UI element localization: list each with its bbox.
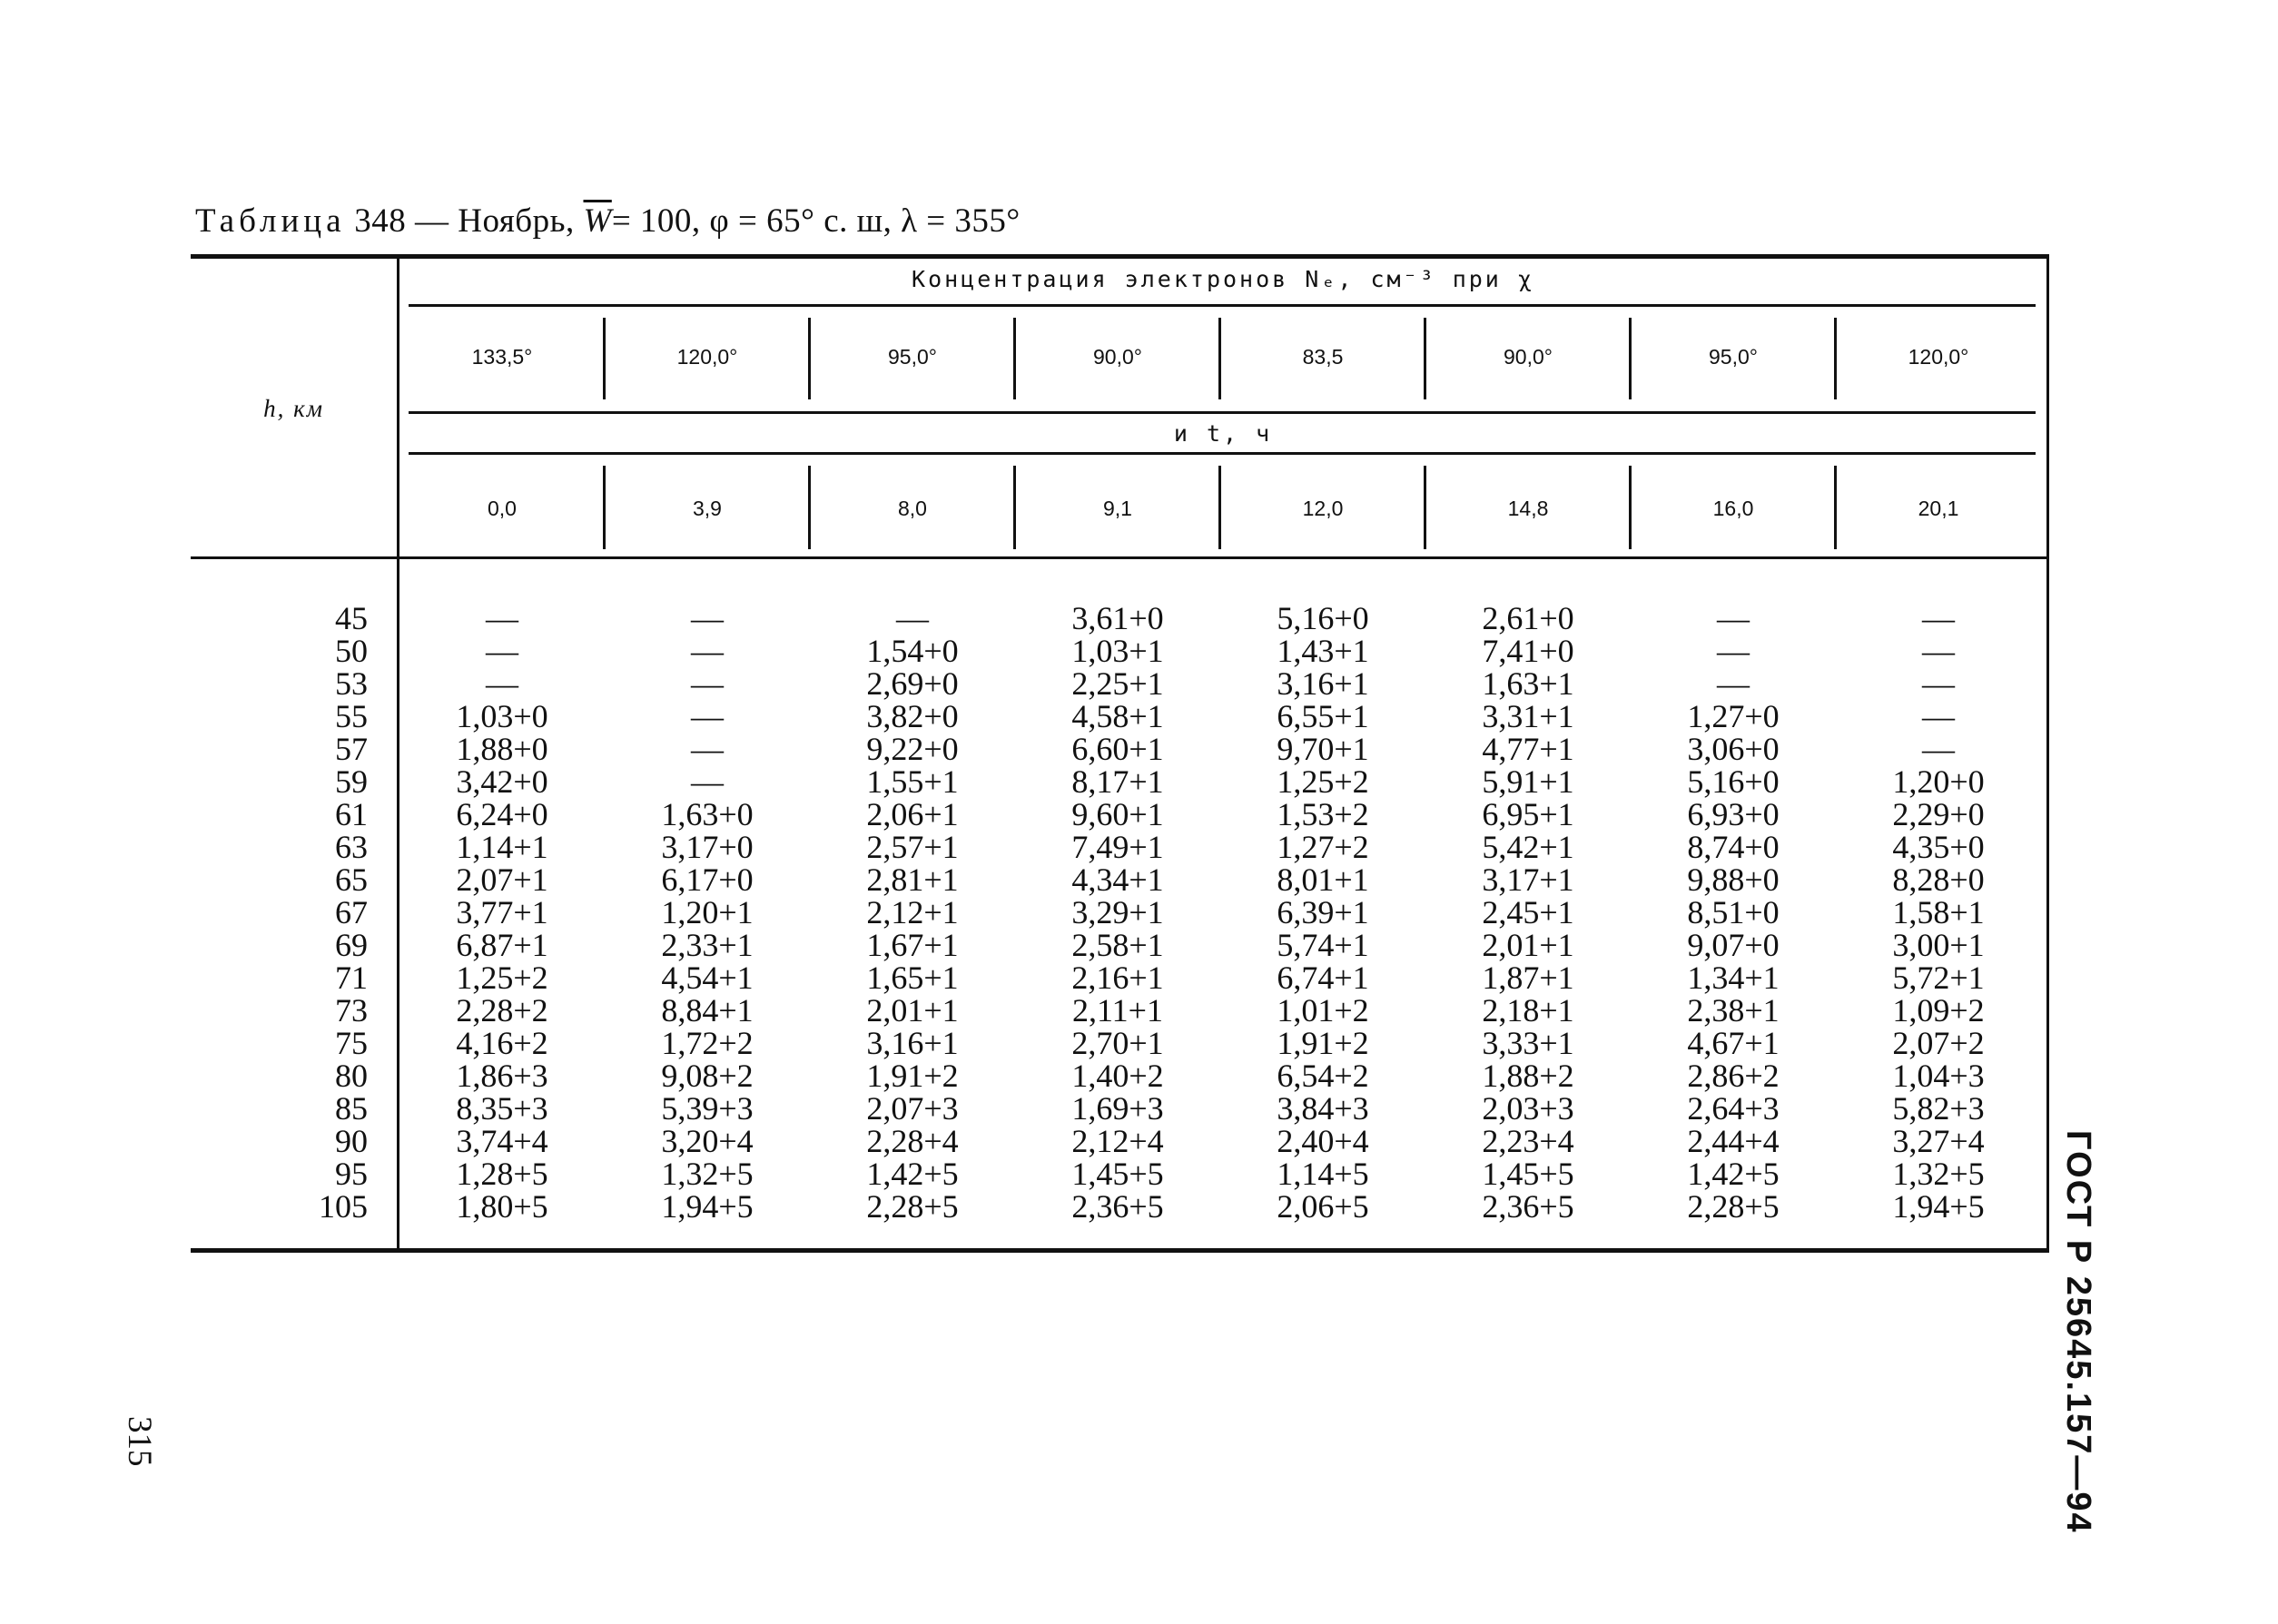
column-separator — [1629, 318, 1632, 399]
height-cell: 80 — [335, 1058, 368, 1094]
column-separator — [808, 318, 811, 399]
time-value: 14,8 — [1507, 497, 1549, 520]
table-cell: 6,54+2 — [1277, 1058, 1369, 1094]
table-cell: — — [486, 600, 518, 636]
table-cell: 4,54+1 — [661, 960, 754, 996]
table-cell: 1,91+2 — [1277, 1025, 1369, 1061]
table-cell: 1,45+5 — [1071, 1156, 1164, 1192]
table-cell: 8,74+0 — [1687, 829, 1780, 865]
value-column — [1631, 602, 1836, 1223]
table-cell: 1,32+5 — [661, 1156, 754, 1192]
height-cell: 53 — [335, 665, 368, 702]
page-number: 315 — [121, 1416, 158, 1467]
table-cell: 1,40+2 — [1071, 1058, 1164, 1094]
header-rule-2 — [409, 411, 2036, 414]
table-cell: 1,03+1 — [1071, 633, 1164, 669]
table-cell: 4,16+2 — [456, 1025, 548, 1061]
height-cell: 65 — [335, 861, 368, 898]
table-cell: 2,61+0 — [1482, 600, 1574, 636]
value-column — [1425, 602, 1631, 1223]
table-cell: — — [1717, 665, 1750, 702]
height-cell: 75 — [335, 1025, 368, 1061]
table-cell: 5,74+1 — [1277, 927, 1369, 963]
table-cell: 5,42+1 — [1482, 829, 1574, 865]
time-value: 12,0 — [1302, 497, 1344, 520]
table-cell: 3,00+1 — [1892, 927, 1985, 963]
table-cell: 9,88+0 — [1687, 861, 1780, 898]
table-cell: 3,29+1 — [1071, 894, 1164, 930]
value-column — [1220, 602, 1425, 1223]
table-cell: 2,23+4 — [1482, 1123, 1574, 1159]
table-cell: 1,27+2 — [1277, 829, 1369, 865]
side-stamp: ГОСТ Р 25645.157—94 — [2059, 1130, 2097, 1534]
table-cell: — — [1717, 633, 1750, 669]
table-cell: 8,51+0 — [1687, 894, 1780, 930]
table-cell: 1,20+0 — [1892, 763, 1985, 800]
table-cell: 8,84+1 — [661, 992, 754, 1029]
height-cell: 50 — [335, 633, 368, 669]
table-cell: 1,34+1 — [1687, 960, 1780, 996]
table-cell: — — [691, 698, 724, 734]
table-cell: 3,33+1 — [1482, 1025, 1574, 1061]
value-column — [605, 602, 810, 1223]
column-separator — [1629, 466, 1632, 549]
table-cell: 8,28+0 — [1892, 861, 1985, 898]
table-cell: 2,01+1 — [866, 992, 959, 1029]
table-cell: 8,01+1 — [1277, 861, 1369, 898]
column-separator — [1834, 318, 1837, 399]
table-cell: 5,39+3 — [661, 1090, 754, 1127]
table-cell: 2,03+3 — [1482, 1090, 1574, 1127]
table-cell: — — [1922, 665, 1955, 702]
table-cell: 6,95+1 — [1482, 796, 1574, 832]
chi-header: Концентрация электронов Nₑ, см⁻³ при χ — [912, 266, 1534, 292]
column-separator — [603, 466, 606, 549]
table-cell: 6,17+0 — [661, 861, 754, 898]
data-table — [191, 254, 2049, 1253]
table-cell: — — [896, 600, 929, 636]
table-cell: 2,06+1 — [866, 796, 959, 832]
table-cell: 2,06+5 — [1277, 1188, 1369, 1225]
table-cell: 5,82+3 — [1892, 1090, 1985, 1127]
caption-number: 348 — [354, 202, 407, 240]
table-cell: 1,25+2 — [456, 960, 548, 996]
height-cell: 57 — [335, 731, 368, 767]
table-cell: 7,49+1 — [1071, 829, 1164, 865]
t-header: и t, ч — [1173, 420, 1273, 447]
height-cell: 55 — [335, 698, 368, 734]
table-cell: 1,53+2 — [1277, 796, 1369, 832]
header-bottom-rule — [191, 556, 2046, 559]
table-cell: 3,06+0 — [1687, 731, 1780, 767]
table-cell: 1,65+1 — [866, 960, 959, 996]
table-cell: 2,58+1 — [1071, 927, 1164, 963]
row-label-header: h, км — [263, 395, 324, 422]
table-cell: 9,60+1 — [1071, 796, 1164, 832]
value-column — [399, 602, 605, 1223]
table-cell: 2,28+2 — [456, 992, 548, 1029]
height-cell: 71 — [335, 960, 368, 996]
table-cell: 4,77+1 — [1482, 731, 1574, 767]
table-cell: 2,36+5 — [1482, 1188, 1574, 1225]
column-separator — [1218, 318, 1221, 399]
table-cell: 1,20+1 — [661, 894, 754, 930]
chi-value: 133,5° — [471, 345, 533, 369]
table-cell: 1,72+2 — [661, 1025, 754, 1061]
table-cell: 1,01+2 — [1277, 992, 1369, 1029]
table-cell: 1,54+0 — [866, 633, 959, 669]
table-cell: 2,25+1 — [1071, 665, 1164, 702]
time-value: 0,0 — [488, 497, 517, 520]
table-cell: 1,88+0 — [456, 731, 548, 767]
table-cell: 2,57+1 — [866, 829, 959, 865]
table-cell: — — [1922, 600, 1955, 636]
table-cell: 3,77+1 — [456, 894, 548, 930]
table-cell: 2,40+4 — [1277, 1123, 1369, 1159]
height-cell: 67 — [335, 894, 368, 930]
table-cell: 1,69+3 — [1071, 1090, 1164, 1127]
height-cell: 73 — [335, 992, 368, 1029]
value-column — [810, 602, 1015, 1223]
table-cell: 1,43+1 — [1277, 633, 1369, 669]
table-cell: — — [691, 731, 724, 767]
table-cell: 3,42+0 — [456, 763, 548, 800]
table-cell: 9,08+2 — [661, 1058, 754, 1094]
table-cell: 3,20+4 — [661, 1123, 754, 1159]
table-cell: 2,81+1 — [866, 861, 959, 898]
table-cell: 1,91+2 — [866, 1058, 959, 1094]
height-cell: 45 — [335, 600, 368, 636]
table-cell: 3,27+4 — [1892, 1123, 1985, 1159]
table-cell: 1,87+1 — [1482, 960, 1574, 996]
table-cell: 2,33+1 — [661, 927, 754, 963]
time-value: 16,0 — [1712, 497, 1754, 520]
table-cell: 3,74+4 — [456, 1123, 548, 1159]
table-cell: 2,16+1 — [1071, 960, 1164, 996]
chi-value: 95,0° — [1709, 345, 1758, 369]
table-cell: 6,87+1 — [456, 927, 548, 963]
table-cell: 4,67+1 — [1687, 1025, 1780, 1061]
height-column — [209, 602, 368, 1223]
table-cell: 1,09+2 — [1892, 992, 1985, 1029]
table-cell: 3,31+1 — [1482, 698, 1574, 734]
table-cell: — — [691, 600, 724, 636]
table-cell: 8,17+1 — [1071, 763, 1164, 800]
table-cell: 2,12+1 — [866, 894, 959, 930]
table-cell: 1,67+1 — [866, 927, 959, 963]
caption-text-before: — Ноябрь, — [415, 202, 575, 240]
table-cell: 1,80+5 — [456, 1188, 548, 1225]
value-column — [1015, 602, 1220, 1223]
table-cell: — — [1922, 731, 1955, 767]
column-separator — [1013, 318, 1016, 399]
time-value: 9,1 — [1103, 497, 1132, 520]
table-cell: 5,16+0 — [1277, 600, 1369, 636]
table-cell: 1,32+5 — [1892, 1156, 1985, 1192]
table-cell: 1,55+1 — [866, 763, 959, 800]
table-cell: — — [1717, 600, 1750, 636]
height-cell: 85 — [335, 1090, 368, 1127]
table-cell: 5,72+1 — [1892, 960, 1985, 996]
height-cell: 63 — [335, 829, 368, 865]
table-cell: 1,27+0 — [1687, 698, 1780, 734]
table-cell: 9,07+0 — [1687, 927, 1780, 963]
chi-value: 90,0° — [1504, 345, 1553, 369]
chi-value: 95,0° — [888, 345, 937, 369]
table-cell: 1,94+5 — [661, 1188, 754, 1225]
height-cell: 95 — [335, 1156, 368, 1192]
table-cell: 1,28+5 — [456, 1156, 548, 1192]
table-cell: 6,39+1 — [1277, 894, 1369, 930]
table-cell: 1,86+3 — [456, 1058, 548, 1094]
column-separator — [1424, 318, 1426, 399]
table-cell: — — [486, 665, 518, 702]
table-cell: 1,25+2 — [1277, 763, 1369, 800]
table-cell: 2,45+1 — [1482, 894, 1574, 930]
table-cell: 6,93+0 — [1687, 796, 1780, 832]
chi-value: 83,5 — [1302, 345, 1344, 369]
table-cell: 2,29+0 — [1892, 796, 1985, 832]
column-separator — [603, 318, 606, 399]
height-cell: 59 — [335, 763, 368, 800]
value-column — [1836, 602, 2041, 1223]
caption-w-symbol: $\overline{W}$ — [583, 202, 612, 240]
header-rule-1 — [409, 304, 2036, 307]
table-cell: — — [486, 633, 518, 669]
table-cell: 2,12+4 — [1071, 1123, 1164, 1159]
table-cell: 2,01+1 — [1482, 927, 1574, 963]
table-cell: 1,63+1 — [1482, 665, 1574, 702]
table-cell: 1,42+5 — [1687, 1156, 1780, 1192]
table-cell: 6,55+1 — [1277, 698, 1369, 734]
table-cell: 3,16+1 — [1277, 665, 1369, 702]
table-cell: 3,61+0 — [1071, 600, 1164, 636]
table-cell: 2,38+1 — [1687, 992, 1780, 1029]
table-cell: 2,69+0 — [866, 665, 959, 702]
table-cell: 3,17+1 — [1482, 861, 1574, 898]
table-cell: 9,22+0 — [866, 731, 959, 767]
table-cell: 1,58+1 — [1892, 894, 1985, 930]
time-value: 8,0 — [898, 497, 927, 520]
table-cell: 2,28+4 — [866, 1123, 959, 1159]
caption-label: Таблица — [195, 202, 346, 240]
table-cell: — — [691, 633, 724, 669]
column-separator — [1834, 466, 1837, 549]
table-cell: 4,58+1 — [1071, 698, 1164, 734]
table-cell: 9,70+1 — [1277, 731, 1369, 767]
table-cell: 1,42+5 — [866, 1156, 959, 1192]
table-cell: 2,64+3 — [1687, 1090, 1780, 1127]
chi-value: 120,0° — [676, 345, 738, 369]
table-cell: 1,45+5 — [1482, 1156, 1574, 1192]
time-value: 20,1 — [1918, 497, 1959, 520]
table-cell: 5,91+1 — [1482, 763, 1574, 800]
column-separator — [808, 466, 811, 549]
table-cell: 2,70+1 — [1071, 1025, 1164, 1061]
table-cell: 1,14+1 — [456, 829, 548, 865]
table-cell: 2,36+5 — [1071, 1188, 1164, 1225]
table-cell: 1,88+2 — [1482, 1058, 1574, 1094]
chi-value: 90,0° — [1093, 345, 1142, 369]
table-cell: — — [691, 763, 724, 800]
column-separator — [1013, 466, 1016, 549]
table-cell: 1,94+5 — [1892, 1188, 1985, 1225]
table-cell: 6,74+1 — [1277, 960, 1369, 996]
table-cell: 4,35+0 — [1892, 829, 1985, 865]
table-cell: 2,11+1 — [1072, 992, 1163, 1029]
table-cell: 2,44+4 — [1687, 1123, 1780, 1159]
height-cell: 61 — [335, 796, 368, 832]
table-cell: 2,07+1 — [456, 861, 548, 898]
table-cell: 1,03+0 — [456, 698, 548, 734]
table-cell: 6,60+1 — [1071, 731, 1164, 767]
chi-value: 120,0° — [1908, 345, 1969, 369]
table-cell: 2,07+2 — [1892, 1025, 1985, 1061]
table-cell: 6,24+0 — [456, 796, 548, 832]
table-cell: 2,28+5 — [1687, 1188, 1780, 1225]
table-cell: 1,63+0 — [661, 796, 754, 832]
table-cell: 3,17+0 — [661, 829, 754, 865]
table-cell: 2,07+3 — [866, 1090, 959, 1127]
table-cell: 3,84+3 — [1277, 1090, 1369, 1127]
height-cell: 105 — [319, 1188, 368, 1225]
table-cell: 8,35+3 — [456, 1090, 548, 1127]
table-cell: 1,14+5 — [1277, 1156, 1369, 1192]
table-cell: 1,04+3 — [1892, 1058, 1985, 1094]
table-caption — [195, 202, 1021, 241]
column-separator — [1218, 466, 1221, 549]
table-cell: — — [1922, 698, 1955, 734]
table-cell: 7,41+0 — [1482, 633, 1574, 669]
table-cell: 5,16+0 — [1687, 763, 1780, 800]
table-cell: 4,34+1 — [1071, 861, 1164, 898]
table-cell: 2,86+2 — [1687, 1058, 1780, 1094]
time-value: 3,9 — [693, 497, 722, 520]
height-cell: 69 — [335, 927, 368, 963]
column-separator — [1424, 466, 1426, 549]
table-cell: 3,82+0 — [866, 698, 959, 734]
table-cell: — — [1922, 633, 1955, 669]
table-cell: 3,16+1 — [866, 1025, 959, 1061]
height-cell: 90 — [335, 1123, 368, 1159]
table-cell: 2,28+5 — [866, 1188, 959, 1225]
table-cell: 2,18+1 — [1482, 992, 1574, 1029]
caption-text-after: = 100, φ = 65° с. ш, λ = 355° — [611, 202, 1021, 240]
table-cell: — — [691, 665, 724, 702]
header-rule-3 — [409, 452, 2036, 455]
